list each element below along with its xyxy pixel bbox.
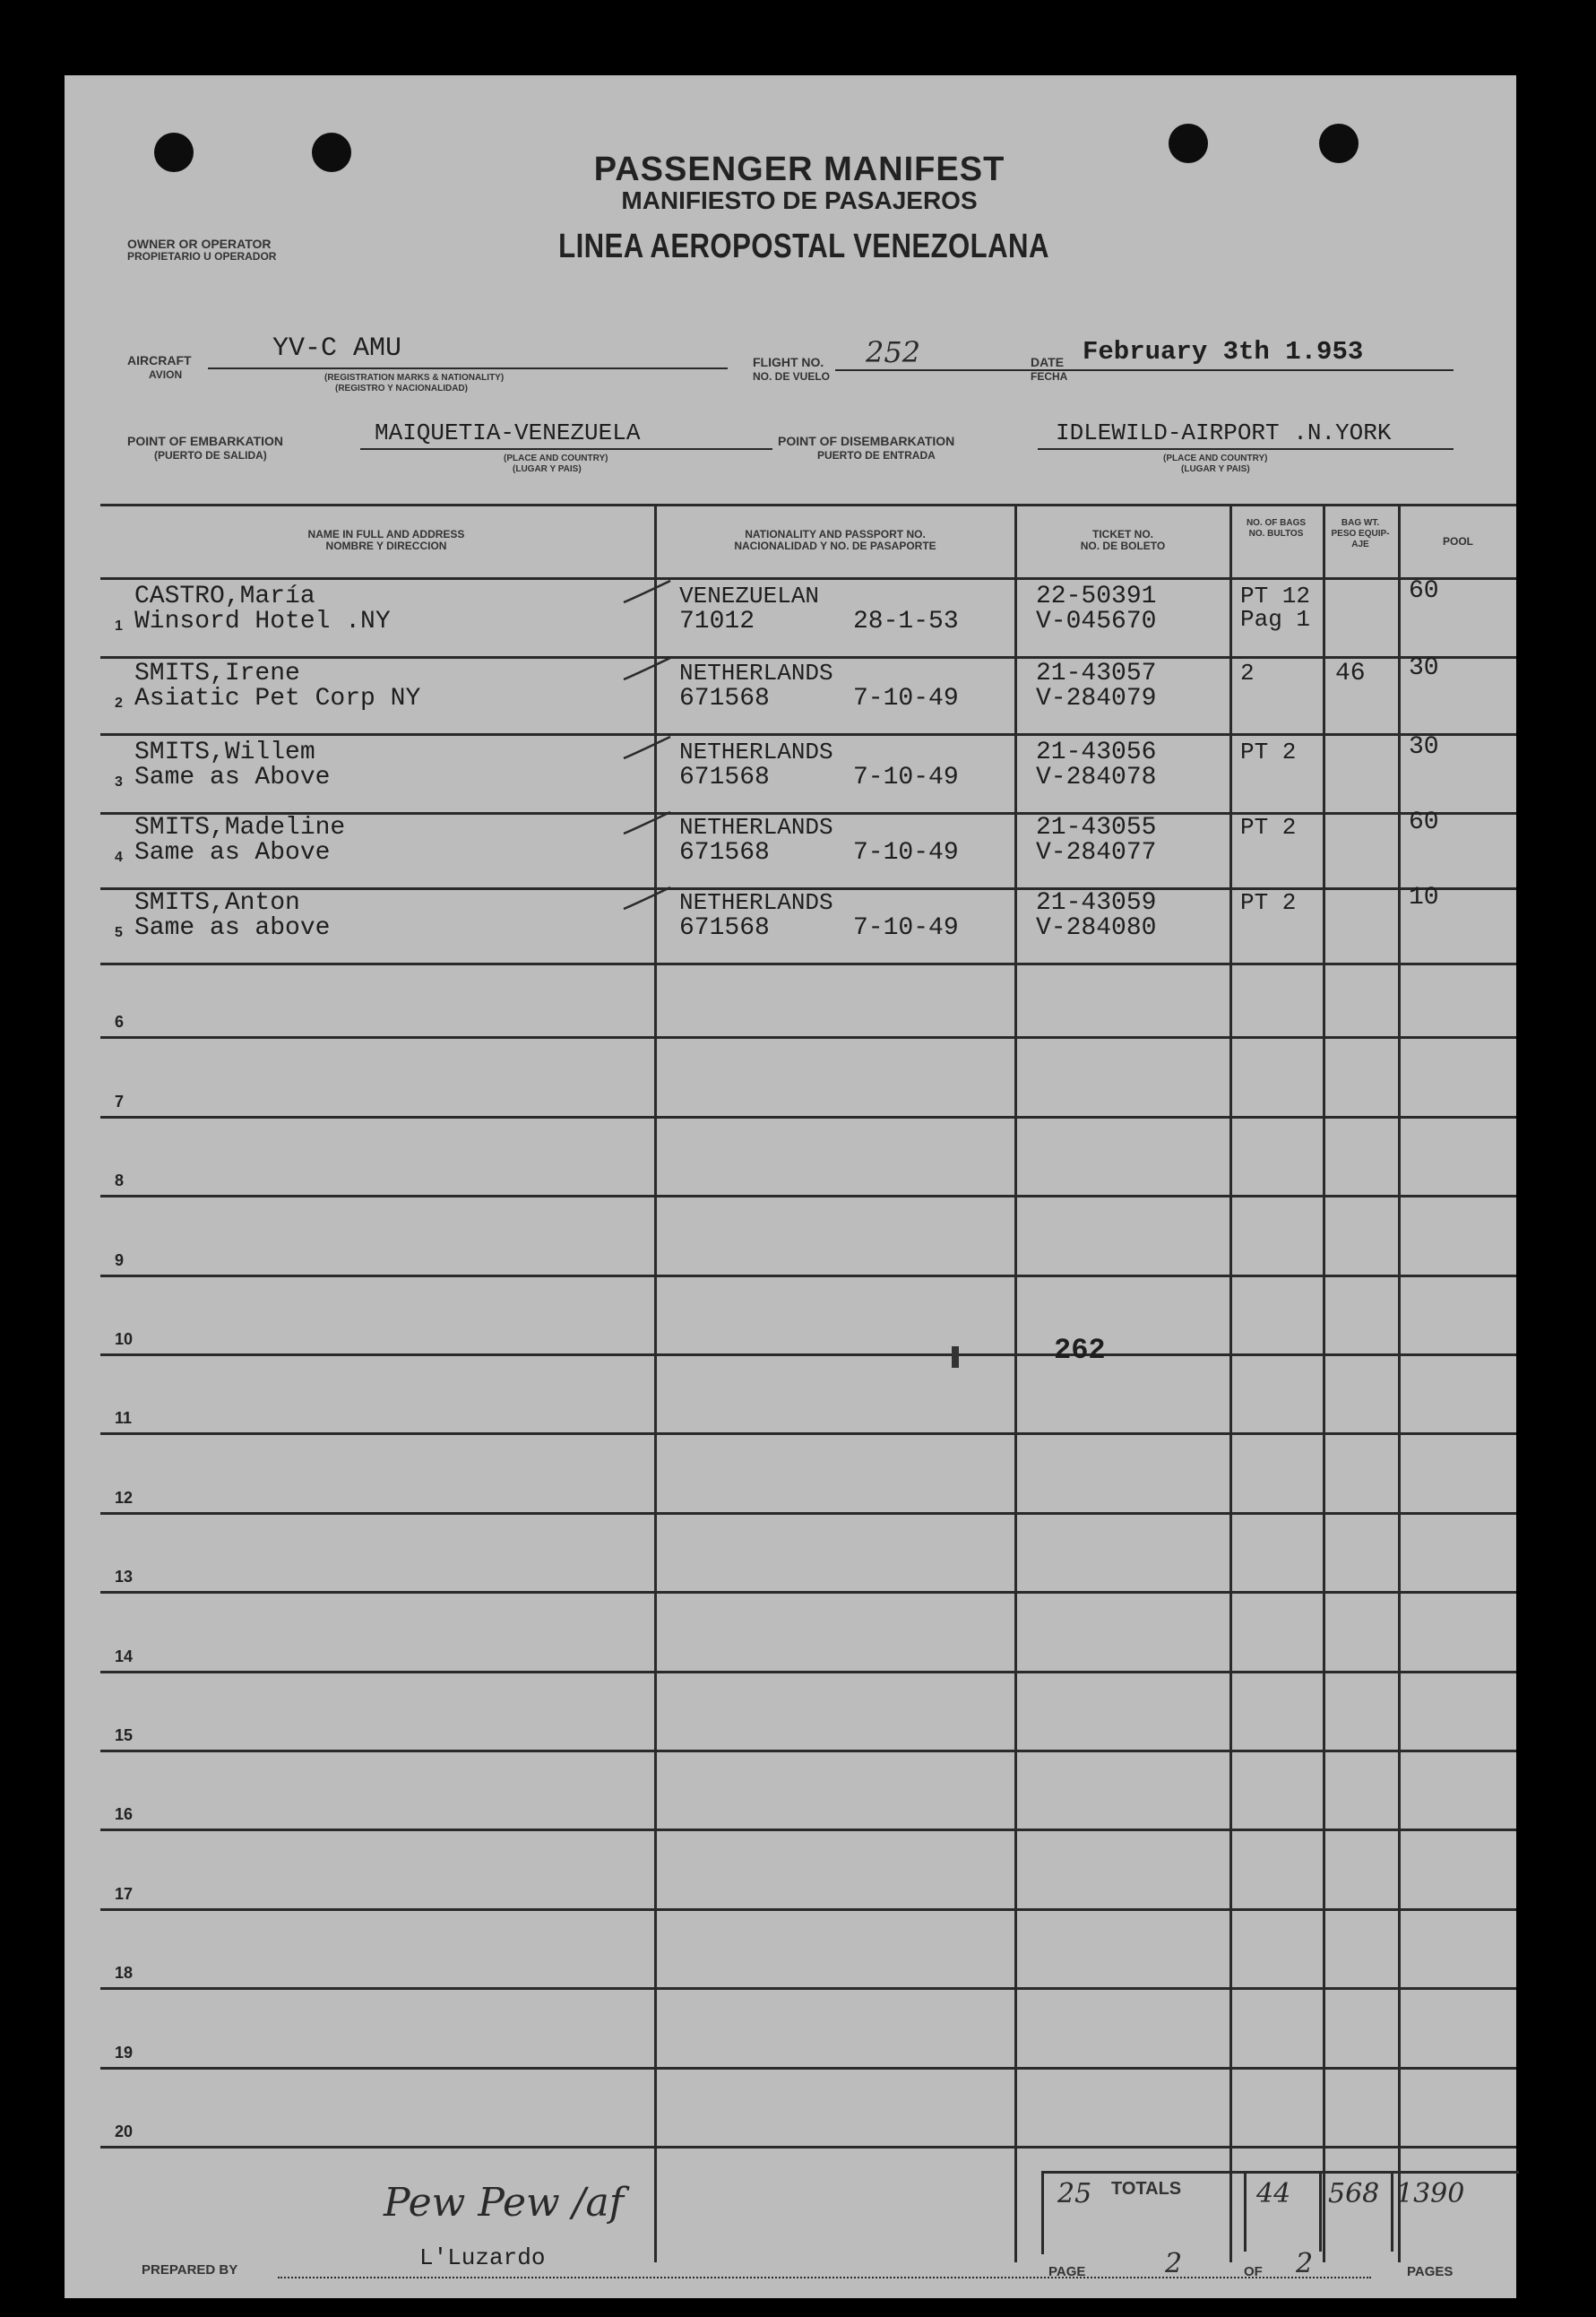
nationality: NETHERLANDS (679, 814, 833, 841)
flight-value: 252 (866, 335, 921, 369)
row-number: 4 (115, 850, 123, 865)
nationality: VENEZUELAN (679, 583, 820, 610)
punch-hole-left-1 (154, 133, 194, 172)
ticket-number-2: V-284077 (1036, 839, 1157, 867)
row-divider (100, 656, 1516, 659)
ticket-number: 21-43057 (1036, 660, 1157, 687)
passport-number: 71012 (679, 608, 755, 635)
row-number: 3 (115, 774, 123, 790)
row-divider (100, 1591, 1516, 1594)
disembark-label-es: PUERTO DE ENTRADA (817, 449, 936, 462)
of-value: 2 (1296, 2248, 1314, 2279)
row-number: 14 (115, 1647, 134, 1665)
disembark-place-en: (PLACE AND COUNTRY) (1163, 454, 1268, 463)
table-top-border (100, 504, 1516, 506)
totals-count: 25 (1057, 2178, 1092, 2209)
passenger-name: CASTRO,María (134, 583, 315, 610)
col-header-ticket (1016, 529, 1229, 552)
title-en: PASSENGER MANIFEST (593, 151, 1005, 188)
table-row (65, 808, 1516, 893)
col-header-name-en: NAME IN FULL AND ADDRESS (307, 528, 465, 540)
row-divider (100, 1512, 1516, 1515)
nationality: NETHERLANDS (679, 889, 833, 916)
passenger-address: Same as Above (134, 839, 331, 867)
ticket-number: 21-43056 (1036, 739, 1157, 766)
col-header-pool: POOL (1442, 535, 1473, 548)
passport-number: 671568 (679, 839, 770, 867)
bag-count: PT 2 (1240, 739, 1297, 765)
row-number: 9 (115, 1251, 125, 1269)
row-divider (100, 2067, 1516, 2070)
check-mark-icon (620, 886, 674, 912)
pool-value: 60 (1409, 577, 1439, 605)
col-header-bags: NO. OF BAGS NO. BULTOS (1246, 518, 1307, 539)
ticket-number-2: V-284080 (1036, 914, 1157, 942)
passport-number: 671568 (679, 914, 770, 942)
embark-place-en: (PLACE AND COUNTRY) (504, 454, 608, 463)
passenger-address: Same as Above (134, 764, 331, 791)
page-label: PAGE (1048, 2264, 1086, 2279)
nationality: NETHERLANDS (679, 739, 833, 765)
disembark-place-es: (LUGAR Y PAIS) (1181, 464, 1250, 474)
bag-count: PT 2 (1240, 889, 1297, 916)
row-number: 5 (115, 925, 123, 940)
owner-label-en: OWNER OR OPERATOR (127, 237, 272, 251)
check-mark-icon (620, 735, 674, 762)
row-divider (100, 733, 1516, 736)
table-row (65, 577, 1516, 661)
row-divider (100, 1987, 1516, 1990)
ticket-number-2: V-284079 (1036, 685, 1157, 713)
bag-count-2: Pag 1 (1240, 606, 1311, 633)
row-number: 19 (115, 2044, 134, 2062)
totals-label: TOTALS (1111, 2179, 1182, 2199)
flight-label-es: NO. DE VUELO (753, 370, 831, 383)
totals-divider-3 (1391, 2171, 1393, 2252)
date-value: February 3th 1.953 (1083, 337, 1364, 367)
passenger-address: Winsord Hotel .NY (134, 608, 391, 635)
owner-label-es: PROPIETARIO U OPERADOR (127, 250, 277, 263)
preparer-signature: Pew Pew /af (384, 2180, 624, 2226)
row-divider (100, 1195, 1516, 1197)
prepared-underline (278, 2277, 1371, 2278)
ticket-number: 21-43055 (1036, 814, 1157, 842)
row10-annotation: 262 (1054, 1334, 1106, 1367)
row-divider (100, 1432, 1516, 1435)
col-header-name (118, 529, 654, 552)
aircraft-label-es: AVION (149, 368, 183, 381)
date-underline (1068, 369, 1454, 371)
table-row (65, 733, 1516, 817)
preparer-name: L'Luzardo (419, 2244, 546, 2271)
pool-value: 30 (1409, 733, 1439, 761)
disembark-value: IDLEWILD-AIRPORT .N.YORK (1056, 419, 1392, 446)
passenger-name: SMITS,Madeline (134, 814, 346, 842)
totals-weight: 568 (1328, 2178, 1380, 2209)
row-divider (100, 1829, 1516, 1831)
col-header-bagwt: BAG WT. PESO EQUIP- AJE (1331, 518, 1390, 549)
row-number: 2 (115, 696, 123, 711)
bag-count: 2 (1240, 660, 1255, 687)
ticket-number: 21-43059 (1036, 889, 1157, 917)
bag-weight: 46 (1335, 660, 1366, 687)
embark-label-en: POINT OF EMBARKATION (127, 434, 283, 448)
row-number: 15 (115, 1726, 134, 1744)
embark-place-es: (LUGAR Y PAIS) (513, 464, 582, 474)
totals-divider-1 (1244, 2171, 1247, 2252)
row-divider (100, 1036, 1516, 1039)
col-header-ticket-es: NO. DE BOLETO (1080, 540, 1166, 552)
totals-pool: 1390 (1396, 2178, 1465, 2209)
bag-count: PT 2 (1240, 814, 1297, 841)
passport-number: 671568 (679, 764, 770, 791)
row-number: 13 (115, 1568, 134, 1586)
col-header-name-es: NOMBRE Y DIRECCION (325, 540, 447, 552)
ticket-number-2: V-045670 (1036, 608, 1157, 635)
pages-label: PAGES (1407, 2264, 1454, 2279)
totals-bags: 44 (1256, 2178, 1291, 2209)
col-header-nat-en: NATIONALITY AND PASSPORT NO. (745, 528, 926, 540)
totals-divider-2 (1319, 2171, 1322, 2252)
punch-hole-right-1 (1169, 124, 1208, 163)
passport-number: 671568 (679, 685, 770, 713)
punch-hole-right-2 (1319, 124, 1359, 163)
embark-value: MAIQUETIA-VENEZUELA (375, 419, 641, 446)
table-header-border (100, 577, 1516, 580)
manifest-sheet (65, 75, 1516, 2298)
row-number: 18 (115, 1964, 134, 1982)
flight-label-en: FLIGHT NO. (753, 355, 824, 369)
row-divider (100, 1116, 1516, 1119)
registration-label-es: (REGISTRO Y NACIONALIDAD) (335, 384, 468, 393)
aircraft-underline (208, 367, 728, 369)
row-number: 16 (115, 1805, 134, 1823)
disembark-label-en: POINT OF DISEMBARKATION (778, 434, 955, 448)
row-number: 1 (115, 618, 123, 634)
row-number: 10 (115, 1330, 134, 1348)
row-number: 7 (115, 1093, 125, 1111)
row-number: 11 (115, 1409, 133, 1427)
passport-date: 7-10-49 (853, 685, 959, 713)
col-header-nat-es: NACIONALIDAD Y NO. DE PASAPORTE (734, 540, 936, 552)
check-mark-icon (620, 656, 674, 683)
col-header-ticket-en: TICKET NO. (1092, 528, 1153, 540)
check-mark-icon (620, 579, 674, 606)
row-divider (100, 1908, 1516, 1911)
passenger-address: Same as above (134, 914, 331, 942)
passport-date: 7-10-49 (853, 839, 959, 867)
row-number: 8 (115, 1171, 125, 1189)
row-divider (100, 1671, 1516, 1673)
title-es: MANIFIESTO DE PASAJEROS (621, 186, 978, 214)
aircraft-value: YV-C AMU (272, 333, 402, 364)
ticket-number-2: V-284078 (1036, 764, 1157, 791)
row-number: 12 (115, 1489, 134, 1507)
row-divider (100, 1353, 1516, 1356)
passport-date: 7-10-49 (853, 914, 959, 942)
ticket-number: 22-50391 (1036, 583, 1157, 610)
row-number: 20 (115, 2122, 134, 2140)
passport-date: 28-1-53 (853, 608, 959, 635)
table-row (65, 884, 1516, 968)
nationality: NETHERLANDS (679, 660, 833, 687)
check-mark-icon (620, 810, 674, 837)
row-number: 6 (115, 1013, 125, 1031)
row-number: 17 (115, 1885, 134, 1903)
punch-hole-left-2 (312, 133, 351, 172)
page-value: 2 (1165, 2248, 1183, 2279)
pool-value: 60 (1409, 808, 1439, 836)
operator-name: LINEA AEROPOSTAL VENEZOLANA (558, 228, 1049, 265)
aircraft-label-en: AIRCRAFT (127, 353, 192, 367)
date-label-es: FECHA (1031, 370, 1068, 383)
col-header-nationality (656, 529, 1014, 552)
embark-underline (360, 448, 772, 450)
embark-label-es: (PUERTO DE SALIDA) (154, 449, 267, 462)
pool-value: 30 (1409, 654, 1439, 682)
passenger-name: SMITS,Irene (134, 660, 300, 687)
passenger-address: Asiatic Pet Corp NY (134, 685, 421, 713)
row10-mark (952, 1346, 959, 1368)
row-divider (100, 1750, 1516, 1752)
disembark-underline (1038, 448, 1454, 450)
registration-label-en: (REGISTRATION MARKS & NATIONALITY) (324, 373, 505, 383)
passport-date: 7-10-49 (853, 764, 959, 791)
row-divider (100, 2146, 1516, 2148)
prepared-label: PREPARED BY (142, 2262, 238, 2278)
row-divider (100, 1275, 1516, 1277)
pool-value: 10 (1409, 884, 1439, 912)
of-label: OF (1244, 2264, 1263, 2279)
date-label-en: DATE (1031, 355, 1065, 369)
bag-count: PT 12 (1240, 583, 1311, 610)
passenger-name: SMITS,Anton (134, 889, 300, 917)
passenger-name: SMITS,Willem (134, 739, 315, 766)
table-row (65, 654, 1516, 739)
row-divider (100, 963, 1516, 965)
